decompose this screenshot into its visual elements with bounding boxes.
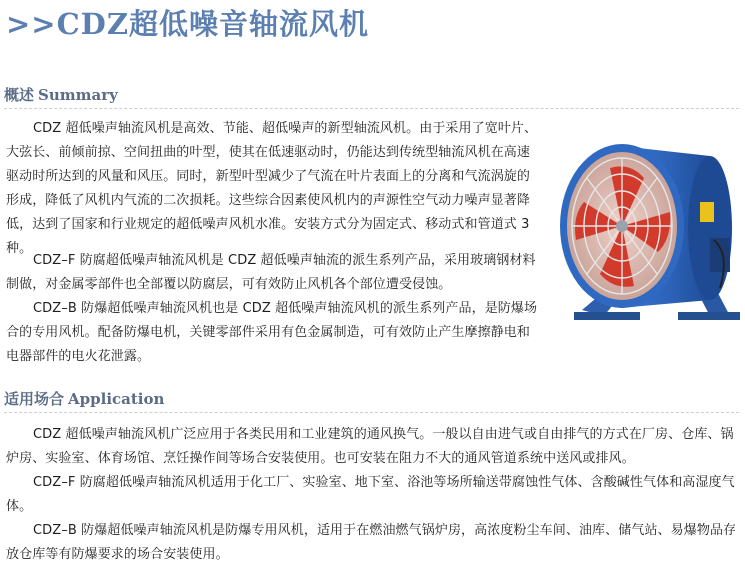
- application-paragraph: CDZ–B 防爆超低噪声轴流风机是防爆专用风机，适用于在燃油燃气锅炉房，高浓度粉尘车间、油库、储气站、易爆物品存放仓库等有防爆要求的场合安装使用。: [6, 523, 737, 562]
- application-divider: [4, 412, 739, 413]
- axial-fan-image: [560, 128, 745, 328]
- axial-fan-photo-icon: [560, 128, 745, 328]
- summary-heading-en: Summary: [38, 86, 118, 104]
- application-paragraph: CDZ–F 防腐超低噪声轴流风机适用于化工厂、实验室、地下室、浴池等场所输送带腐蚀性气体、含酸碱性气体和高湿度气体。: [6, 475, 735, 514]
- page-title: >>CDZ超低噪音轴流风机: [6, 7, 369, 41]
- summary-paragraph: CDZ–B 防爆超低噪声轴流风机也是 CDZ 超低噪声轴流风机的派生系列产品，是防爆场合的专用风机。配备防爆电机，关键零部件采用有色金属制造，可有效防止产生摩擦静电和电器部件的电火花泄露。: [6, 301, 538, 364]
- summary-heading-cn: 概述: [4, 86, 35, 104]
- summary-divider: [4, 108, 739, 109]
- summary-paragraph: CDZ 超低噪声轴流风机是高效、节能、超低噪声的新型轴流风机。由于采用了宽叶片、大弦长、前倾前掠、空间扭曲的叶型，使其在低速驱动时，仍能达到传统型轴流风机在高速驱动时所达到的风量和风压。同时，新型叶型减少了气流在叶片表面上的分离和气流涡旋的形成，降低了风机内气流的二次损耗。这些综合因素使风机内的声源性空气动力噪声显著降低，达到了国家和行业规定的超低噪声风机水准。安装方式分为固定式、移动式和管道式 3 种。: [6, 121, 538, 256]
- application-paragraph: CDZ 超低噪声轴流风机广泛应用于各类民用和工业建筑的通风换气。一般以自由进气或自由排气的方式在厂房、仓库、锅炉房、实验室、体育场馆、烹饪操作间等场合安装使用。也可安装在阻力不大的通风管道系统中送风或排风。: [6, 427, 734, 466]
- application-heading-cn: 适用场合: [4, 390, 65, 408]
- summary-heading: [4, 84, 118, 105]
- summary-paragraph: CDZ–F 防腐超低噪声轴流风机是 CDZ 超低噪声轴流的派生系列产品，采用玻璃钢材料制做，对金属零部件也全部覆以防腐层，可有效防止风机各个部位遭受侵蚀。: [6, 253, 536, 292]
- application-heading-en: Application: [68, 390, 165, 408]
- application-heading: [4, 388, 164, 409]
